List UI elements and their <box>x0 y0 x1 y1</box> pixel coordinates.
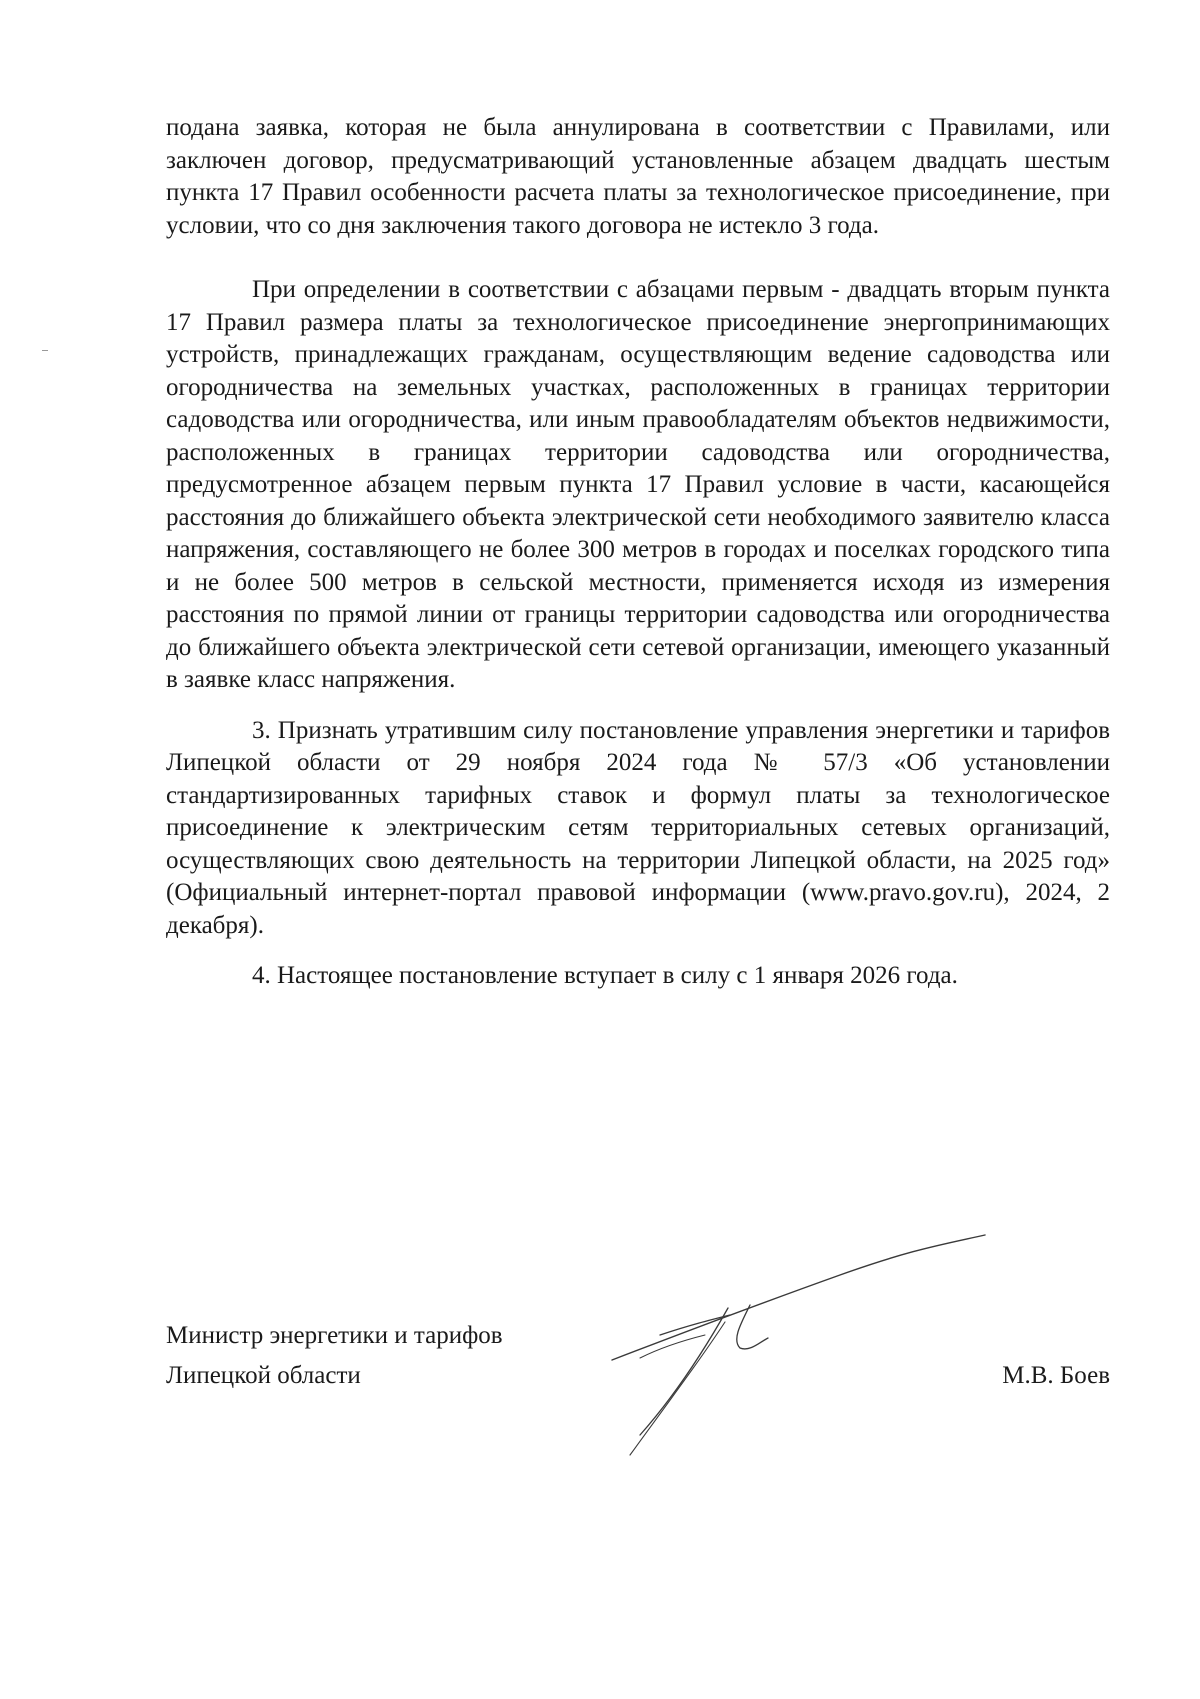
document-body <box>166 112 1110 993</box>
signatory-title <box>166 1316 503 1396</box>
signatory-title-line2: Липецкой области <box>166 1362 361 1389</box>
paragraph-item-4: 4. Настоящее постановление вступает в силу с 1 января 2026 года. <box>252 962 958 989</box>
signatory-name: М.В. Боев <box>1002 1362 1110 1389</box>
signatory-title-line1: Министр энергетики и тарифов <box>166 1322 503 1349</box>
paragraph-continuation: подана заявка, которая не была аннулирована в соответствии с Правилами, или заключен договор, предусматривающий установленные абзацем двадцать шестым пункта 17 Правил особенности расчета платы за технологическое присоединение, при условии, что со дня заключения такого договора не истекло 3 года. <box>166 114 1110 239</box>
paragraph-distance-rule: При определении в соответствии с абзацами первым - двадцать вторым пункта 17 Правил размера платы за технологическое присоединение энергопринимающих устройств, принадлежащих гражданам, осуществляющим ведение садоводства или огородничества на земельных участках, расположенных в границах территории садоводства или огородничества, или иным правообладателям объектов недвижимости, расположенных в границах территории садоводства или огородничества, предусмотренное абзацем первым пункта 17 Правил условие в части, касающейся расстояния до ближайшего объекта электрической сети необходимого заявителю класса напряжения, составляющего не более 300 метров в городах и поселках городского типа и не более 500 метров в сельской местности, применяется исходя из измерения расстояния по прямой линии от границы территории садоводства или огородничества до ближайшего объекта электрической сети сетевой организации, имеющего указанный в заявке класс напряжения. <box>166 276 1110 693</box>
scan-mark <box>42 350 48 351</box>
handwritten-signature <box>600 1230 1000 1470</box>
paragraph-item-3: 3. Признать утратившим силу постановление управления энергетики и тарифов Липецкой области от 29 ноября 2024 года № 57/3 «Об установлении стандартизированных тарифных ставок и формул платы за технологическое присоединение к электрическим сетям территориальных сетевых организаций, осуществляющих свою деятельность на территории Липецкой области, на 2025 год» (Официальный интернет-портал правовой информации (www.pravo.gov.ru), 2024, 2 декабря). <box>166 716 1110 939</box>
